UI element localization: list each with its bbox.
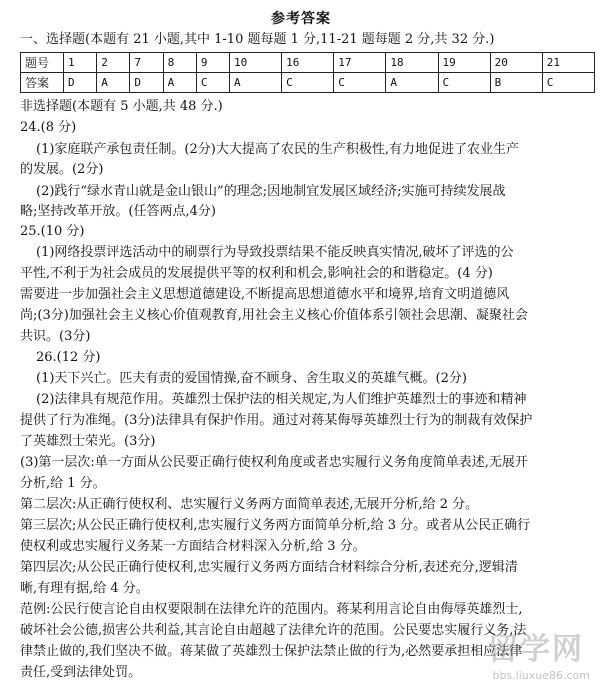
table-cell: 16 xyxy=(282,53,334,73)
q26-heading: 26.(12 分) xyxy=(36,350,101,365)
table-cell: B xyxy=(490,73,542,93)
table-cell: 18 xyxy=(386,53,438,73)
q25-heading: 25.(10 分) xyxy=(20,224,85,239)
table-cell: 21 xyxy=(542,53,594,73)
q25-part1-cont: 平性,不利于为社会成员的发展提供平等的权利和机会,影响社会的和谐稳定。(4 分) xyxy=(20,266,493,281)
q26-part2: (2)法律具有规范作用。英雄烈士保护法的相关规定,为人们维护英雄烈士的事迹和精神 xyxy=(36,392,527,407)
q26-part2-end: 了英雄烈士荣光。(3分) xyxy=(20,434,156,449)
q26-example: 范例:公民行使言论自由权要限制在法律允许的范围内。蒋某利用言论自由侮辱英雄烈士, xyxy=(20,602,523,617)
table-cell: 1 xyxy=(64,53,97,73)
table-cell: 20 xyxy=(490,53,542,73)
table-cell: D xyxy=(130,73,163,93)
q26-example-cont2: 律禁止做的,我们坚决不做。蒋某做了英雄烈士保护法禁止做的行为,必然要承担相应法律 xyxy=(20,644,523,659)
q26-example-cont1: 破坏社会公德,损害公共利益,其言论自由超越了法律允许的范围。公民要忠实履行义务,法 xyxy=(20,623,527,638)
table-cell: A xyxy=(163,73,196,93)
table-cell: A xyxy=(386,73,438,93)
table-cell: C xyxy=(438,73,490,93)
row-label-number: 题号 xyxy=(21,53,64,73)
page-title: 参考答案 xyxy=(271,11,331,27)
q26-part1: (1)天下兴亡。匹夫有责的爱国情操,奋不顾身、舍生取义的英雄气概。(2分) xyxy=(36,371,467,386)
answer-table xyxy=(20,52,595,93)
q26-part2-cont: 提供了行为准绳。(3分)法律具有保护作用。通过对蒋某侮辱英雄烈士行为的制裁有效保护 xyxy=(20,413,533,428)
q24-part2: (2)践行“绿水青山就是金山银山”的理念;因地制宜发展区域经济;实施可持续发展战 xyxy=(36,184,506,199)
table-cell: D xyxy=(64,73,97,93)
table-cell: A xyxy=(230,73,282,93)
q25-part2-cont: 尚;(3分)加强社会主义核心价值观教育,用社会主义核心价值体系引领社会思潮、凝聚社会 xyxy=(20,308,528,323)
q26-example-end: 责任,受到法律处罚。 xyxy=(20,665,142,680)
q24-heading: 24.(8 分) xyxy=(20,120,77,135)
table-cell: 10 xyxy=(230,53,282,73)
section1-heading: 一、选择题(本题有 21 小题,其中 1-10 题每题 1 分,11-21 题每题 2 分,共 32 分.) xyxy=(20,32,495,47)
q26-part3-level4-cont: 晰,有理有据,给 4 分。 xyxy=(20,581,149,596)
watermark-logo: 留学网 xyxy=(488,632,584,667)
q26-part3-level2: 第二层次:从正确行使权利、忠实履行义务两方面简单表述,无展开分析,给 2 分。 xyxy=(20,497,479,512)
q26-part3-level1: (3)第一层次:单一方面从公民要正确行使权利角度或者忠实履行义务角度简单表述,无展开 xyxy=(20,455,528,470)
q26-part3-level3-cont: 使权利或忠实履行义务某一方面结合材料深入分析,给 3 分。 xyxy=(20,539,366,554)
table-cell: C xyxy=(196,73,229,93)
q26-part3-level1-cont: 分析,给 1 分。 xyxy=(20,476,106,491)
table-cell: 17 xyxy=(334,53,386,73)
table-cell: C xyxy=(542,73,594,93)
section2-heading: 非选择题(本题有 5 小题,共 48 分.) xyxy=(20,99,223,114)
watermark-url: bbs.liuxue86.com xyxy=(492,669,590,682)
q24-part2-cont: 略;坚持改革开放。(任答两点,4分) xyxy=(20,204,216,219)
table-cell: 8 xyxy=(163,53,196,73)
table-cell: C xyxy=(334,73,386,93)
q25-part2-end: 共识。(3分) xyxy=(20,329,91,344)
q25-part1: (1)网络投票评选活动中的刷票行为导致投票结果不能反映真实情况,破坏了评选的公 xyxy=(36,245,514,260)
table-cell: 19 xyxy=(438,53,490,73)
table-cell: A xyxy=(97,73,130,93)
table-row-answers xyxy=(21,73,595,93)
q25-part2: 需要进一步加强社会主义思想道德建设,不断提高思想道德水平和境界,培育文明道德风 xyxy=(20,287,510,302)
table-cell: C xyxy=(282,73,334,93)
row-label-answer: 答案 xyxy=(21,73,64,93)
table-cell: 2 xyxy=(97,53,130,73)
q24-part1-cont: 的发展。(2分) xyxy=(20,162,104,177)
q24-part1: (1)家庭联产承包责任制。(2分)大大提高了农民的生产积极性,有力地促进了农业生产 xyxy=(36,142,519,157)
table-cell: 7 xyxy=(130,53,163,73)
table-cell: 9 xyxy=(196,53,229,73)
table-row-numbers xyxy=(21,53,595,73)
q26-part3-level4: 第四层次;从公民正确行使权利,忠实履行义务两方面结合材料综合分析,表述充分,逻辑清 xyxy=(20,560,518,575)
q26-part3-level3: 第三层次;从公民正确行使权利,忠实履行义务两方面简单分析,给 3 分。或者从公民正确行 xyxy=(20,518,531,533)
